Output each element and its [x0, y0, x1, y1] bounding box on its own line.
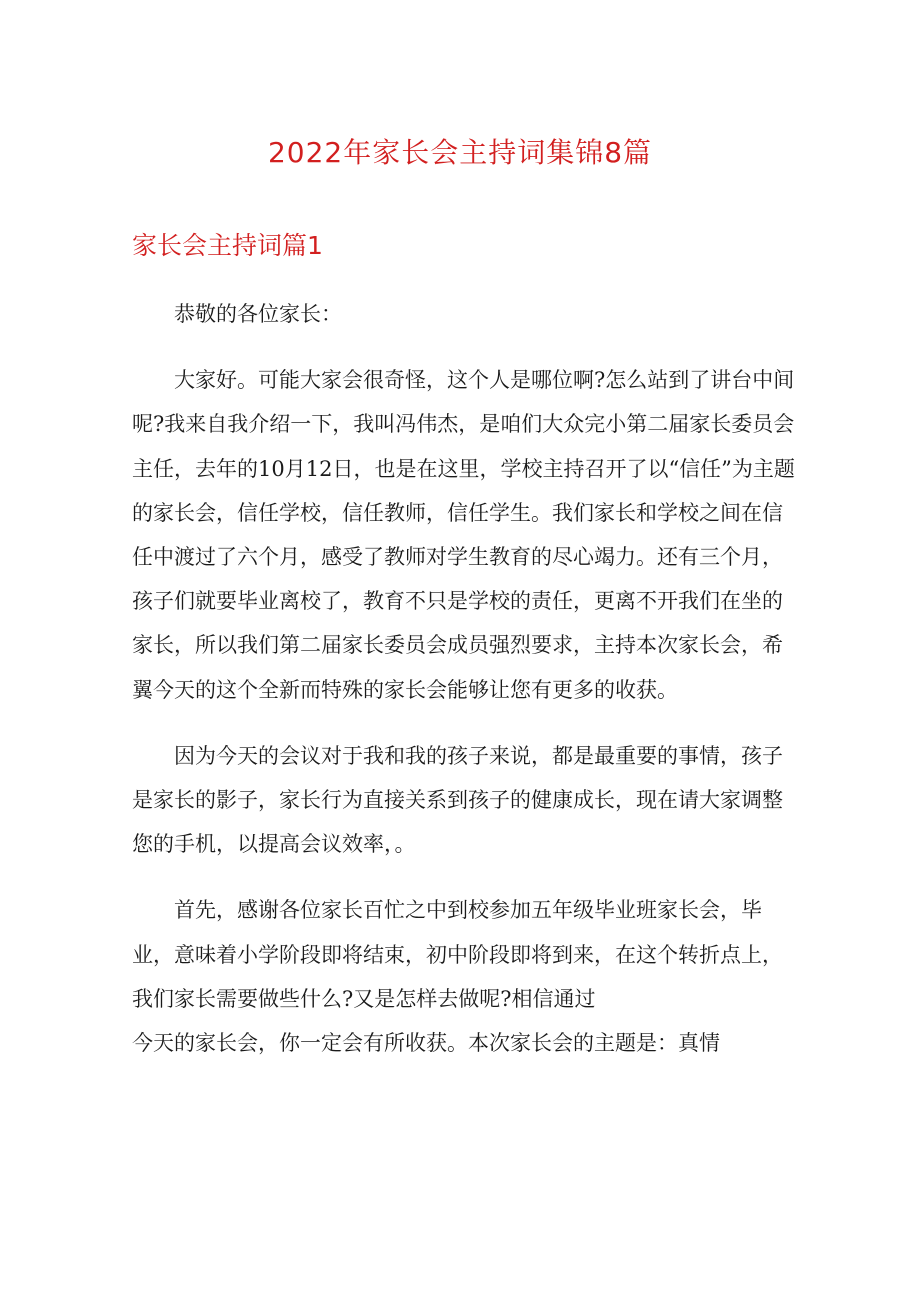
salutation-paragraph: 恭敬的各位家长：	[174, 302, 342, 326]
body-paragraph-continued: 今天的家长会，你一定会有所收获。本次家长会的主题是：真情	[132, 1031, 720, 1056]
document-title: 2022年家长会主持词集锦8篇	[267, 136, 653, 169]
body-paragraph: 大家好。可能大家会很奇怪，这个人是哪位啊?怎么站到了讲台中间呢?我来自我介绍一下，我叫冯伟杰，是咱们大众完小第二届家长委员会主任，去年的10月12日，也是在这里，学校主持召开了以“信任”为主题的家长会，信任学校，信任教师，信任学生。我们家长和学校之间在信任中渡过了六个月，感受了教师对学生教育的尽心竭力。还有三个月，孩子们就要毕业离校了，教育不只是学校的责任，更离不开我们在坐的家长，所以我们第二届家长委员会成员强烈要求，主持本次家长会，希翼今天的这个全新而特殊的家长会能够让您有更多的收获。	[132, 368, 795, 702]
body-paragraph: 首先，感谢各位家长百忙之中到校参加五年级毕业班家长会，毕业，意味着小学阶段即将结束，初中阶段即将到来，在这个转折点上，我们家长需要做些什么?又是怎样去做呢?相信通过	[132, 898, 783, 1011]
section-heading: 家长会主持词篇1	[132, 231, 323, 260]
body-paragraph: 因为今天的会议对于我和我的孩子来说，都是最重要的事情，孩子是家长的影子，家长行为直接关系到孩子的健康成长，现在请大家调整您的手机，以提高会议效率，。	[132, 743, 783, 857]
document-body	[132, 292, 802, 1065]
